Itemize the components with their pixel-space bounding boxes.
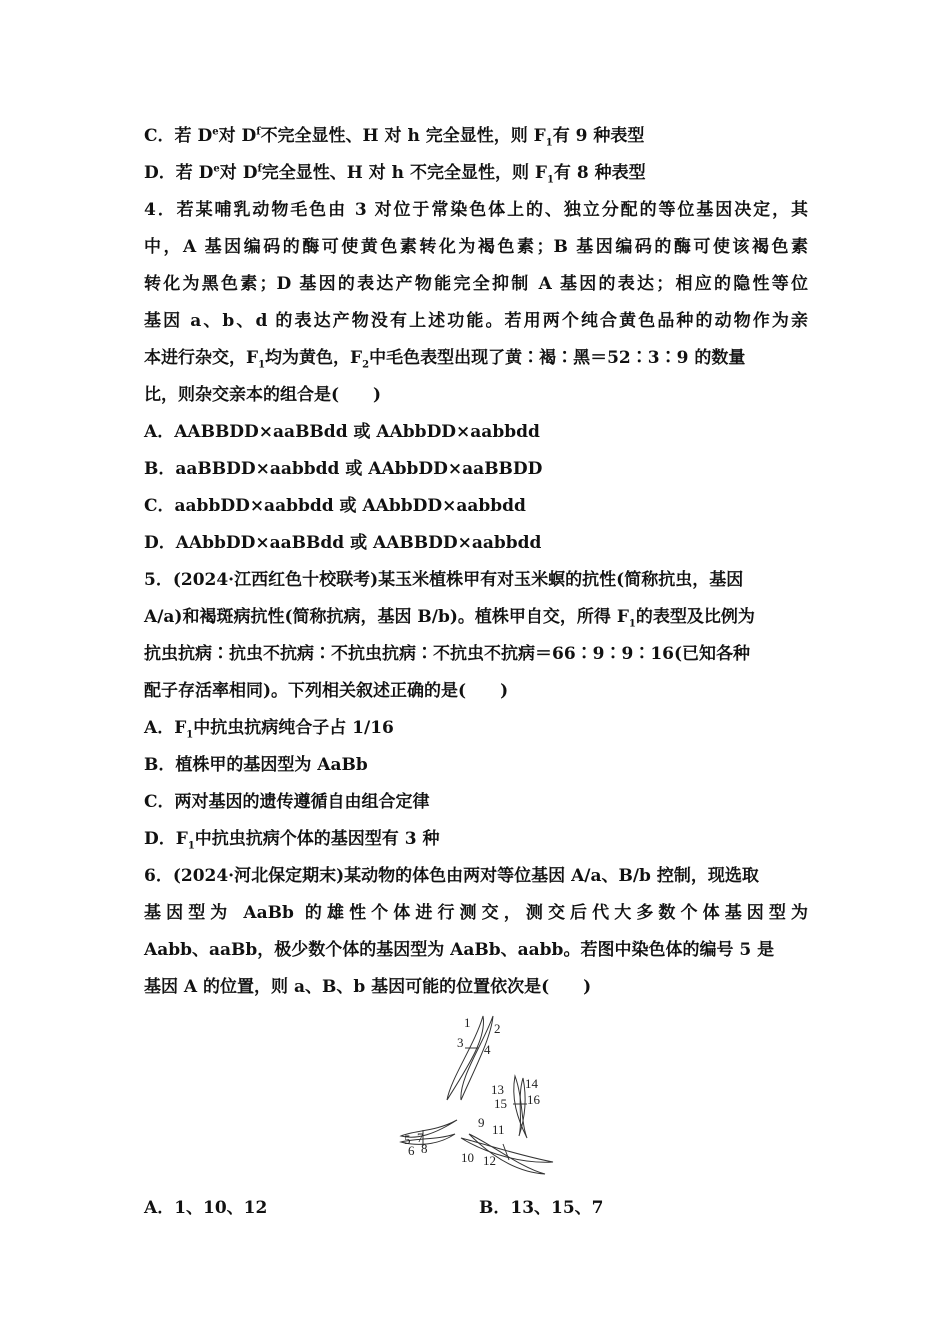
- question-page: [144, 118, 808, 1006]
- q6-stem-line: Aabb、aaBb，极少数个体的基因型为 AaBb、aabb。若图中染色体的编号 5 是: [144, 940, 775, 960]
- figure-label-4: 4: [484, 1042, 491, 1057]
- figure-label-2: 2: [494, 1021, 501, 1036]
- q4-option-a[interactable]: A．AABBDD×aaBBdd 或 AAbbDD×aabbdd: [144, 422, 540, 442]
- figure-label-11: 11: [492, 1122, 505, 1137]
- figure-label-9: 9: [478, 1115, 485, 1130]
- figure-label-3: 3: [457, 1035, 464, 1050]
- q4-stem-line: 中，A 基因编码的酶可使黄色素转化为褐色素；B 基因编码的酶可使该褐色素: [144, 237, 808, 257]
- q6-stem-line: 基因型为 AaBb 的雄性个体进行测交，测交后代大多数个体基因型为: [144, 903, 808, 923]
- q5-stem-line: 抗虫抗病∶抗虫不抗病∶不抗虫抗病∶不抗虫不抗病＝66∶9∶9∶16(已知各种: [144, 644, 751, 664]
- q6-stem-line: 6．(2024·河北保定期末)某动物的体色由两对等位基因 A/a、B/b 控制，现选取: [144, 866, 759, 886]
- q5-stem-line: A/a)和褐斑病抗性(简称抗病，基因 B/b)。植株甲自交，所得 $F_1$的表型及比例为: [144, 607, 755, 630]
- figure-label-13: 13: [491, 1082, 504, 1097]
- q5-option-c[interactable]: C．两对基因的遗传遵循自由组合定律: [144, 792, 430, 812]
- q4-stem-line: 本进行杂交，$F_1$均为黄色，$F_2$中毛色表型出现了黄∶褐∶黑＝52∶3∶9 的数量: [144, 348, 746, 371]
- q4-stem-line: 比，则杂交亲本的组合是( ): [144, 385, 382, 405]
- chromosome-9-10: [461, 1138, 553, 1162]
- figure-label-5: 5: [404, 1132, 411, 1147]
- q3-option-c[interactable]: C．若 De对 $D^f$不完全显性、H 对 h 完全显性，则 $F_1$有 9 种表型: [144, 126, 645, 149]
- q5-option-d[interactable]: D．$F_1$中抗虫抗病个体的基因型有 3 种: [144, 829, 440, 852]
- q5-option-a[interactable]: A．$F_1$中抗虫抗病纯合子占 1/16: [144, 718, 394, 741]
- q5-stem-line: 配子存活率相同)。下列相关叙述正确的是( ): [144, 681, 509, 701]
- q6-options: [144, 1190, 808, 1227]
- q5-option-b[interactable]: B．植株甲的基因型为 AaBb: [144, 755, 368, 775]
- q4-stem-line: 基因 a、b、d 的表达产物没有上述功能。若用两个纯合黄色品种的动物作为亲: [144, 311, 808, 331]
- q6-option-a[interactable]: A．1、10、12: [144, 1198, 268, 1218]
- figure-label-1: 1: [464, 1015, 471, 1030]
- figure-label-12: 12: [483, 1153, 496, 1168]
- chromosome-figure: [395, 1008, 560, 1180]
- figure-label-15: 15: [494, 1096, 507, 1111]
- q4-stem-line: 转化为黑色素；D 基因的表达产物能完全抑制 A 基因的表达；相应的隐性等位: [144, 274, 808, 294]
- figure-label-7: 7: [417, 1130, 424, 1145]
- figure-label-8: 8: [421, 1141, 428, 1156]
- q6-stem-line: 基因 A 的位置，则 a、B、b 基因可能的位置依次是( ): [144, 977, 592, 997]
- q4-stem-line: 4．若某哺乳动物毛色由 3 对位于常染色体上的、独立分配的等位基因决定，其: [144, 200, 808, 220]
- figure-label-16: 16: [527, 1092, 540, 1107]
- figure-label-14: 14: [525, 1076, 538, 1091]
- q4-option-c[interactable]: C．aabbDD×aabbdd 或 AAbbDD×aabbdd: [144, 496, 526, 516]
- q4-option-d[interactable]: D．AAbbDD×aaBBdd 或 AABBDD×aabbdd: [144, 533, 542, 553]
- figure-label-10: 10: [461, 1150, 474, 1165]
- q3-option-d[interactable]: D．若 De对 $D^f$完全显性、H 对 h 不完全显性，则 $F_1$有 8 种表型: [144, 163, 646, 186]
- q6-option-b[interactable]: B．13、15、7: [479, 1198, 604, 1218]
- q5-stem-line: 5．(2024·江西红色十校联考)某玉米植株甲有对玉米螟的抗性(简称抗虫，基因: [144, 570, 744, 590]
- figure-label-6: 6: [408, 1143, 415, 1158]
- q4-option-b[interactable]: B．aaBBDD×aabbdd 或 AAbbDD×aaBBDD: [144, 459, 543, 479]
